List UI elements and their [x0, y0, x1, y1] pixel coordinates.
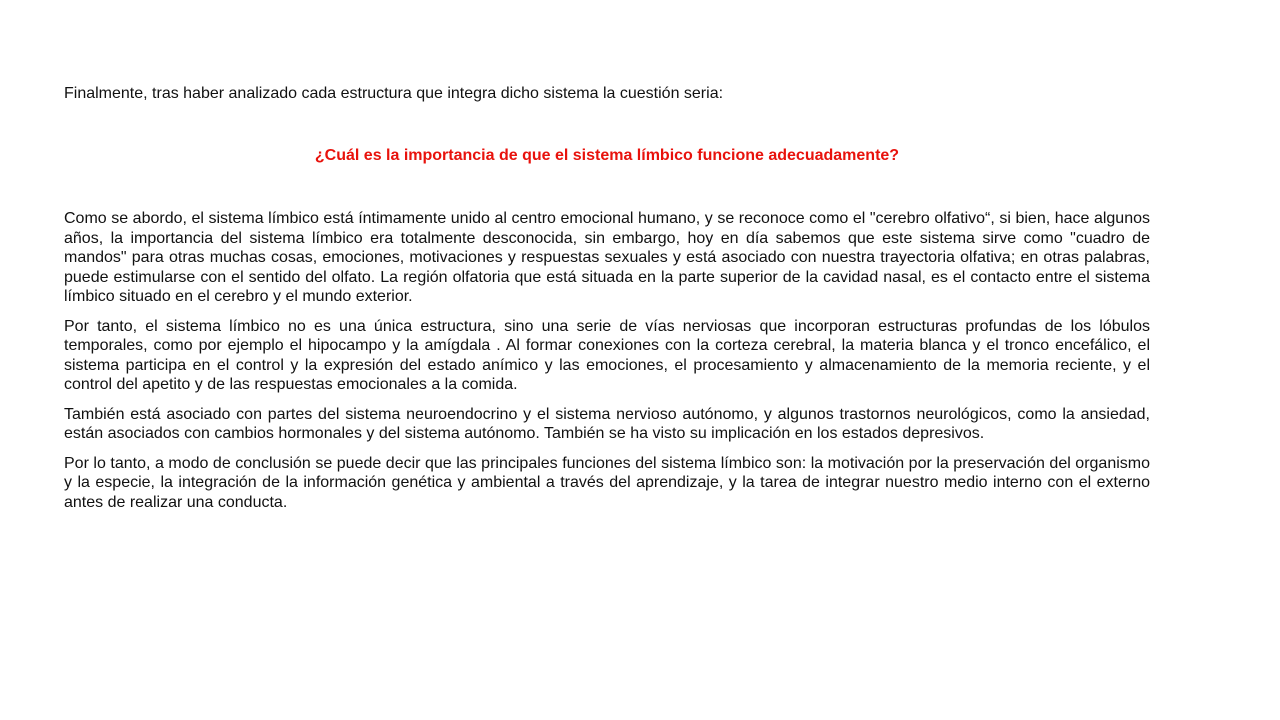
paragraph-3: También está asociado con partes del sistema neuroendocrino y el sistema nervioso autónomo, y algunos trastornos neurológicos, como la ansiedad, están asociados con cambios hormonales y del sistema autónomo. También se ha visto su implicación en los estados depresivos.	[64, 405, 1150, 442]
paragraph-1: Como se abordo, el sistema límbico está íntimamente unido al centro emocional humano, y se reconoce como el "cerebro olfativo“, si bien, hace algunos años, la importancia del sistema límbico era totalmente desconocida, sin embargo, hoy en día sabemos que este sistema sirve como "cuadro de mandos" para otras muchas cosas, emociones, motivaciones y respuestas sexuales y está asociado con nuestra trayectoria olfativa; en otras palabras, puede estimularse con el sentido del olfato. La región olfatoria que está situada en la parte superior de la cavidad nasal, es el contacto entre el sistema límbico situado en el cerebro y el mundo exterior.	[64, 210, 1150, 305]
intro-text: Finalmente, tras haber analizado cada estructura que integra dicho sistema la cuestión seria:	[64, 85, 724, 102]
question-heading: ¿Cuál es la importancia de que el sistema límbico funcione adecuadamente?	[314, 147, 900, 164]
body-text	[64, 209, 1150, 512]
paragraph-4: Por lo tanto, a modo de conclusión se puede decir que las principales funciones del sistema límbico son: la motivación por la preservación del organismo y la especie, la integración de la información genética y ambiental a través del aprendizaje, y la tarea de integrar nuestro medio interno con el externo antes de realizar una conducta.	[64, 454, 1150, 511]
paragraph-2: Por tanto, el sistema límbico no es una única estructura, sino una serie de vías nerviosas que incorporan estructuras profundas de los lóbulos temporales, como por ejemplo el hipocampo y la amígdala . Al formar conexiones con la corteza cerebral, la materia blanca y el tronco encefálico, el sistema participa en el control y la expresión del estado anímico y las emociones, el procesamiento y almacenamiento de la memoria reciente, y el control del apetito y de las respuestas emocionales a la comida.	[64, 317, 1150, 393]
slide-content	[64, 84, 1150, 522]
